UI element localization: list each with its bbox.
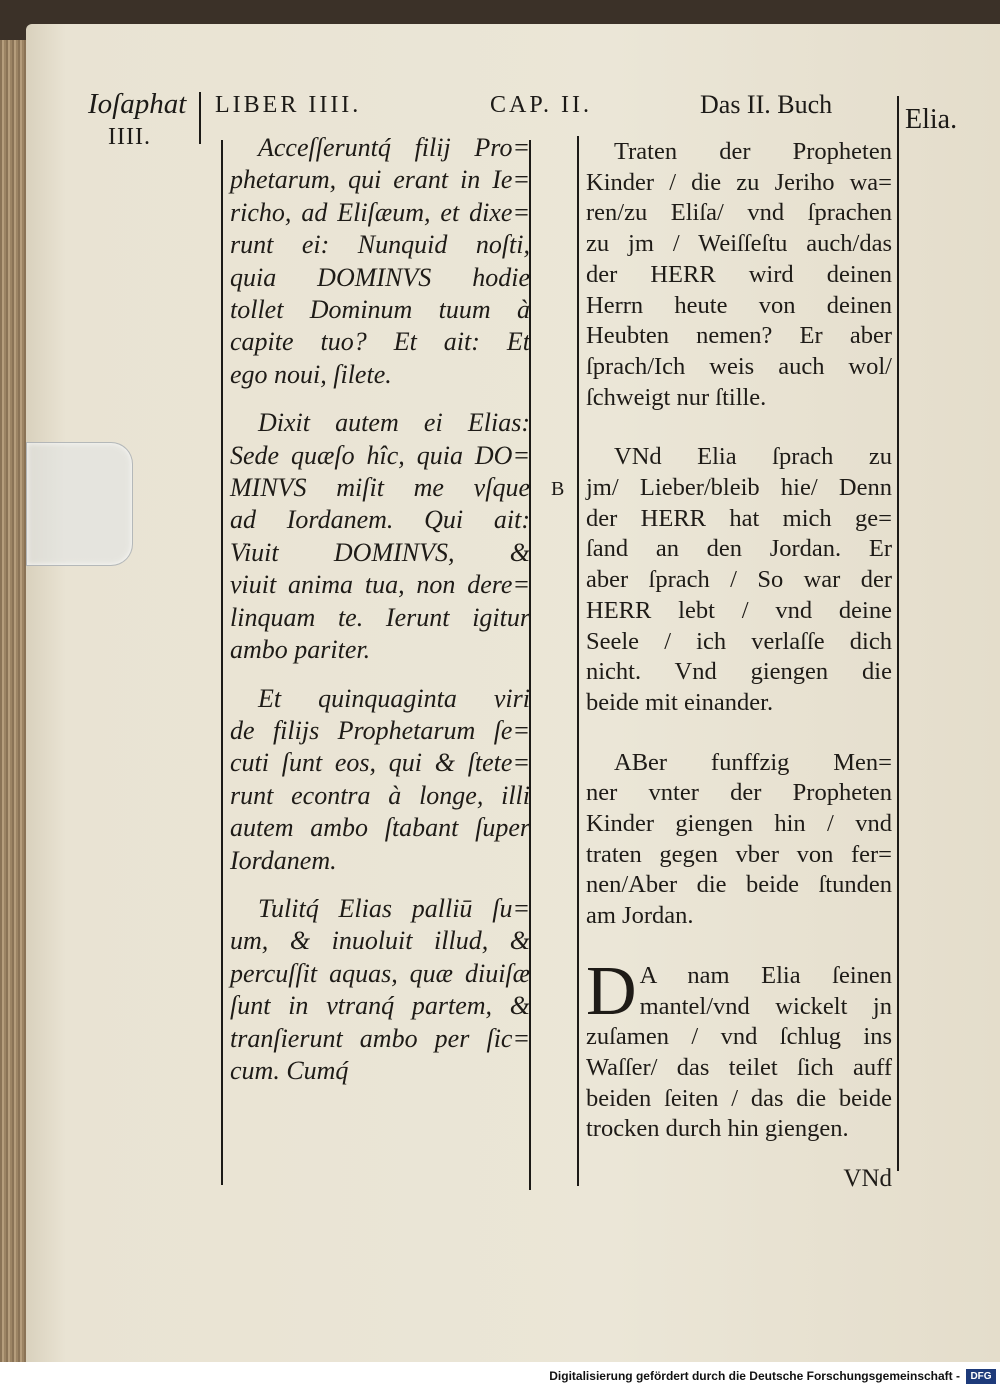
text-line: Kinder giengen hin / vnd	[586, 810, 892, 838]
text-line: percuſſit aquas, quæ diuiſæ	[230, 958, 530, 988]
text-line: A nam Elia ſeinen	[639, 961, 892, 989]
running-head-liber: LIBER IIII.	[215, 92, 362, 118]
text-line: mantel/vnd wickelt jn	[639, 992, 892, 1020]
text-line: autem ambo ſtabant ſuper	[230, 813, 530, 843]
text-line: ambo pariter.	[230, 635, 371, 665]
margin-mark-b: B	[551, 478, 565, 500]
text-line: ABer funffzig Men=	[614, 748, 892, 776]
text-line: phetarum, qui erant in Ie=	[230, 165, 530, 195]
footer-credit: Digitalisierung gefördert durch die Deutsche Forschungsgemeinschaft -	[549, 1369, 960, 1383]
text-line: tollet Dominum tuum à	[230, 295, 530, 325]
catchword: VNd	[843, 1165, 892, 1193]
drop-cap: D	[586, 952, 637, 1030]
text-line: ad Iordanem. Qui ait:	[230, 505, 530, 535]
text-line: Acceſſeruntq́ filij Pro=	[258, 133, 530, 162]
text-line: ſunt in vtranq́ partem, &	[230, 991, 530, 1021]
text-line: Waſſer/ das teilet ſich auff	[586, 1053, 892, 1081]
text-line: Seele / ich verlaſſe dich	[586, 627, 892, 655]
text-line: aber ſprach / So war der	[586, 566, 892, 594]
column-rule-german-left	[577, 136, 579, 1186]
margin-note-iosaphat: Ioſaphat	[88, 88, 187, 120]
text-line: ner vnter der Propheten	[586, 779, 892, 807]
german-dropcap-paragraph	[586, 952, 892, 1145]
german-column	[586, 137, 892, 1195]
text-line: Et quinquaginta viri	[258, 683, 530, 713]
margin-note-iiii: IIII.	[108, 124, 151, 150]
text-line: Dixit autem ei Elias:	[258, 408, 530, 438]
text-line: quia DOMINVS hodie	[230, 262, 530, 292]
footer-bar	[0, 1362, 1000, 1391]
text-line: am Jordan.	[586, 902, 694, 930]
text-line: nicht. Vnd giengen die	[586, 658, 892, 686]
text-line: Kinder / die zu Jeriho wa=	[586, 168, 892, 196]
text-line: tranſierunt ambo per ſic=	[230, 1023, 530, 1053]
text-line: Heubten nemen? Er aber	[586, 322, 892, 350]
text-line: der HERR hat mich ge=	[586, 504, 892, 532]
text-line: beiden ſeiten / das die beide	[586, 1084, 892, 1112]
dfg-logo: DFG	[966, 1369, 996, 1384]
text-line: ſprach/Ich weis auch wol/	[586, 352, 892, 380]
text-line: ſchweigt nur ſtille.	[586, 383, 767, 411]
text-line: nen/Aber die beide ſtunden	[586, 871, 892, 899]
column-rule-right	[897, 96, 899, 1171]
text-line: cum. Cumq́	[230, 1055, 349, 1085]
text-line: richo, ad Eliſæum, et dixe=	[230, 197, 530, 227]
text-line: MINVS miſit me vſque	[230, 473, 530, 503]
paragraph	[230, 893, 530, 1087]
margin-note-elia: Elia.	[905, 104, 958, 135]
text-line: Tulitq́ Elias palliū ſu=	[258, 893, 530, 923]
running-head-buch: Das II. Buch	[700, 90, 833, 119]
text-line: Herrn heute von deinen	[586, 291, 892, 319]
text-line: Viuit DOMINVS, &	[230, 537, 530, 567]
text-line: VNd Elia ſprach zu	[614, 443, 892, 471]
paragraph	[586, 137, 892, 413]
text-line: HERR lebt / vnd deine	[586, 596, 892, 624]
paragraph	[230, 683, 530, 877]
text-line: capite tuo? Et ait: Et	[230, 327, 530, 357]
text-line: runt econtra à longe, illi	[230, 780, 530, 810]
text-line: Traten der Propheten	[614, 138, 892, 165]
text-line: Sede quæſo hîc, quia DO=	[230, 440, 530, 470]
text-line: traten gegen vber von fer=	[586, 840, 892, 868]
text-line: ſand an den Jordan. Er	[586, 535, 892, 563]
text-line: um, & inuoluit illud, &	[230, 926, 530, 956]
paragraph	[586, 748, 892, 932]
text-line: zuſamen / vnd ſchlug ins	[586, 1023, 892, 1051]
running-head-cap: CAP. II.	[490, 92, 593, 118]
text-line: Iordanem.	[230, 845, 337, 875]
page-clip	[26, 442, 133, 566]
text-line: linquam te. Ierunt igitur	[230, 602, 530, 632]
text-line: runt ei: Nunquid noſti,	[230, 230, 530, 260]
text-line: viuit anima tua, non dere=	[230, 570, 530, 600]
column-rule-left	[221, 140, 223, 1185]
text-line: ego noui, ſilete.	[230, 359, 392, 389]
text-line: ren/zu Eliſa/ vnd ſprachen	[586, 199, 892, 227]
text-line: trocken durch hin giengen.	[586, 1115, 849, 1143]
text-line: de filijs Prophetarum ſe=	[230, 715, 530, 745]
text-line: jm/ Lieber/bleib hie/ Denn	[586, 474, 892, 502]
text-line: cuti ſunt eos, qui & ſtete=	[230, 748, 530, 778]
text-line: der HERR wird deinen	[586, 260, 892, 288]
paragraph	[230, 407, 530, 666]
text-line: beide mit einander.	[586, 688, 774, 716]
header-divider-left	[199, 92, 201, 144]
paragraph	[586, 442, 892, 718]
latin-column	[230, 132, 530, 1103]
paragraph	[230, 132, 530, 391]
text-line: zu jm / Weiſſeſtu auch/das	[586, 230, 892, 258]
